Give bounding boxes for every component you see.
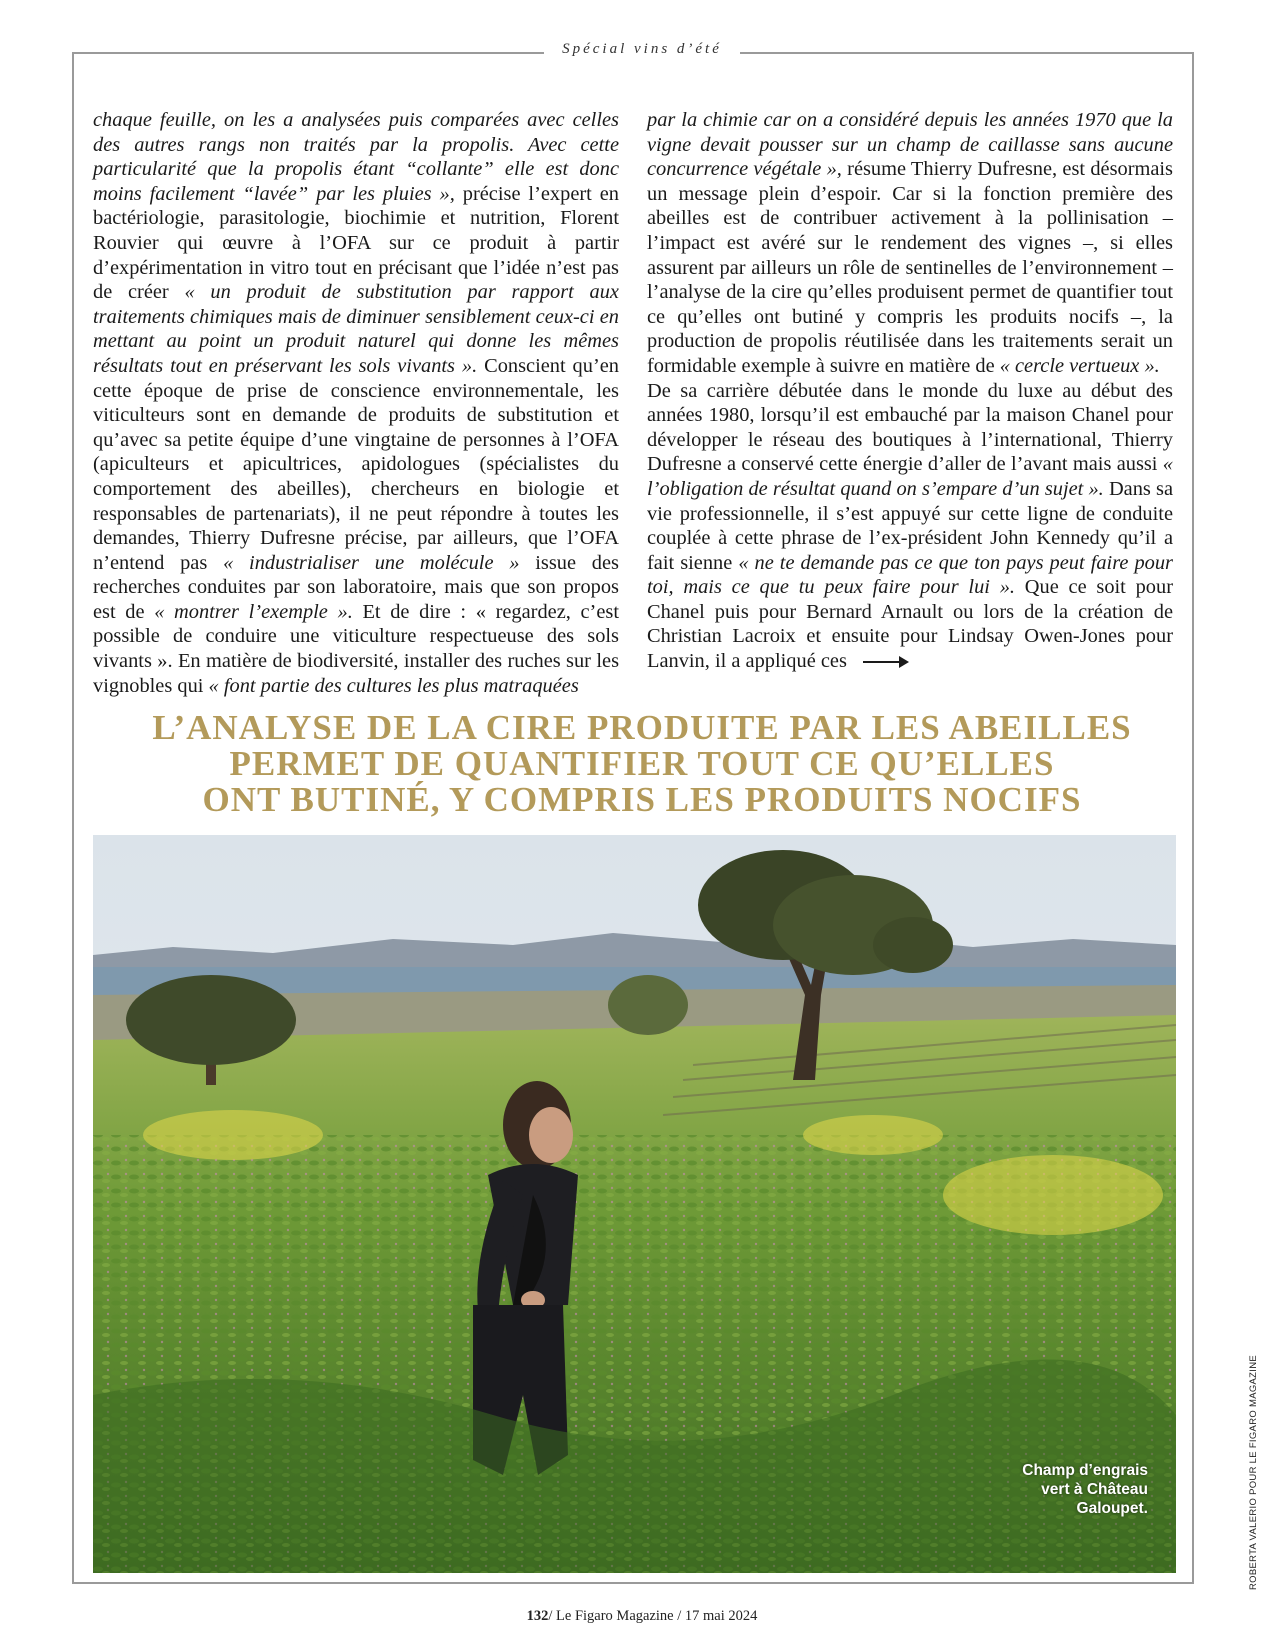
quote-4: « montrer l’exemple ».: [154, 600, 353, 623]
pull-quote: [90, 710, 1194, 818]
pull-quote-line-2: PERMET DE QUANTIFIER TOUT CE QU’ELLES: [229, 744, 1055, 783]
text-8: Que ce soit pour Chanel puis pour Bernard Arnault ou lors de la création de Christian Lacroix et ensuite pour Lindsay Owen-Jones pour Lanvin, il a appliqué ces: [647, 576, 1173, 673]
quote-6: par la chimie car on a considéré depuis les années 1970 que la vigne devait pousser sur un champ de caillasse sans aucune concurrence végétale »,: [647, 109, 1173, 181]
pull-quote-line-3: ONT BUTINÉ, Y COMPRIS LES PRODUITS NOCIFS: [202, 780, 1082, 819]
quote-5: « font partie des cultures les plus matraquées: [208, 674, 579, 697]
text-6: De sa carrière débutée dans le monde du luxe au début des années 1980, lorsqu’il est embauché par la maison Chanel pour développer le réseau des boutiques à l’international, Thierry Dufresne a conservé cette énergie d’aller de l’avant mais aussi: [647, 379, 1173, 476]
quote-8: « l’obligation de résultat quand on s’empare d’un sujet ».: [647, 453, 1173, 500]
publication-info: / Le Figaro Magazine / 17 mai 2024: [548, 1608, 758, 1624]
quote-7: « cercle vertueux ».: [999, 354, 1160, 377]
text-2: Conscient qu’en cette époque de prise de conscience environnementale, les viticulteurs sont en demande de produits de substitution et qu’avec sa petite équipe d’une vingtaine de personnes à l’OFA (apiculteurs et apicultrices, apidologues (spécialistes du comportement des abeilles), chercheurs en biologie et responsables de partenariats), il ne peut répondre à toutes les demandes, Thierry Dufresne précise, par ailleurs, que l’OFA n’entend pas: [93, 354, 619, 574]
column-2-para-1: [647, 108, 1173, 379]
column-2-para-2: [647, 379, 1173, 674]
quote-3: « industrialiser une molécule »: [223, 551, 520, 574]
pull-quote-line-1: L’ANALYSE DE LA CIRE PRODUITE PAR LES ABEILLES: [152, 708, 1132, 747]
article-column-1: [93, 108, 619, 698]
column-1-text: [93, 108, 619, 698]
photo-woman-in-field: [93, 835, 1176, 1573]
caption-line-2: vert à Château: [1041, 1481, 1148, 1498]
caption-line-1: Champ d’engrais: [1022, 1462, 1148, 1479]
photo-credit: ROBERTA VALERIO POUR LE FIGARO MAGAZINE: [1248, 1355, 1259, 1590]
quote-9: « ne te demande pas ce que ton pays peut faire pour toi, mais ce que tu peux faire pour lui ».: [647, 551, 1173, 599]
quote-1: chaque feuille, on les a analysées puis comparées avec celles des autres rangs non traités par la propolis. Avec cette particularité que la propolis étant “collante” elle est donc moins facilement “lavée” par les pluies »,: [93, 109, 619, 205]
section-header: [0, 40, 1284, 58]
text-7: Dans sa vie professionnelle, il s’est appuyé sur cette ligne de conduite couplée à cette phrase de l’ex-président John Kennedy qu’il a fait sienne: [647, 477, 1173, 574]
text-5: résume Thierry Dufresne, est désormais un message plein d’espoir. Car si la fonction première des abeilles est de contribuer activement à la pollinisation – l’impact est avéré sur le rendement des vignes –, si elles assurent par ailleurs un rôle de sentinelles de l’environnement – l’analyse de la cire qu’elles produisent permet de quantifier tout ce qu’elles ont butiné y compris les produits nocifs –, la production de propolis réutilisée dans les traitements serait un formidable exemple à suivre en matière de: [647, 158, 1173, 377]
continue-arrow-icon: [863, 661, 907, 663]
quote-2: « un produit de substitution par rapport aux traitements chimiques mais de diminuer sensiblement ceux-ci en mettant au point un produit naturel qui donne les mêmes résultats tout en préservant les sols vivants ».: [93, 281, 619, 377]
text-1: précise l’expert en bactériologie, parasitologie, biochimie et nutrition, Florent Rouvier qui œuvre à l’OFA sur ce produit à partir d’expérimentation in vitro tout en précisant que l’idée n’est pas de créer: [93, 182, 619, 304]
text-3: issue des recherches conduites par son laboratoire, mais que son propos est de: [93, 551, 619, 623]
page-footer: [0, 1608, 1284, 1625]
field-photo-illustration: [93, 835, 1176, 1573]
caption-line-3: Galoupet.: [1076, 1500, 1148, 1517]
article-column-2: [647, 108, 1173, 674]
photo-caption: [1022, 1461, 1148, 1518]
section-title: Spécial vins d’été: [544, 41, 740, 57]
page-number: 132: [526, 1608, 549, 1624]
text-4: Et de dire : « regardez, c’est possible de conduire une viticulture respectueuse des sols vivants ». En matière de biodiversité, installer des ruches sur les vignobles qui: [93, 600, 619, 697]
